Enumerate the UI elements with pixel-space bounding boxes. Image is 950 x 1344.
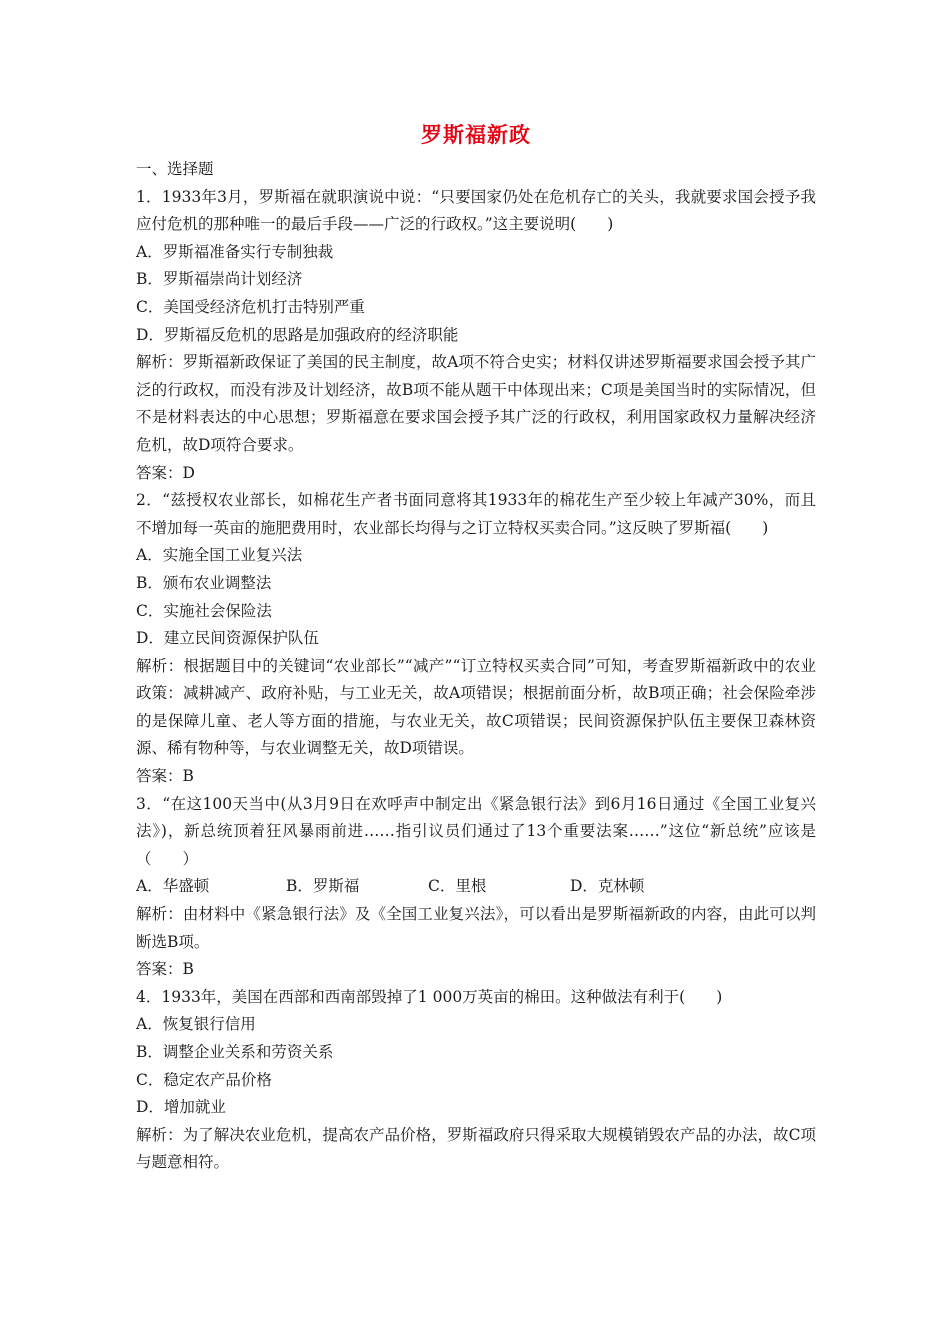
question-4-option-a: A．恢复银行信用 [136,1015,256,1034]
question-2-option-b: B．颁布农业调整法 [136,573,272,592]
question-4-stem: 4．1933年，美国在西部和西南部毁掉了1 000万英亩的棉田。这种做法有利于( ) [136,987,723,1006]
question-3-option-d: D．克林顿 [570,877,645,896]
question-3-options [136,873,816,901]
question-2-stem: 2．“兹授权农业部长，如棉花生产者书面同意将其1933年的棉花生产至少较上年减产30%，而且不增加每一英亩的施肥费用时，农业部长均得与之订立特权买卖合同。”这反映了罗斯福( ) [136,491,816,537]
question-1-stem: 1．1933年3月，罗斯福在就职演说中说：“只要国家仍处在危机存亡的关头，我就要求国会授予我应付危机的那种唯一的最后手段——广泛的行政权。”这主要说明( ) [136,187,816,234]
question-2-option-a: A．实施全国工业复兴法 [136,546,303,565]
question-2-answer: 答案：B [136,767,194,786]
question-1-option-c: C．美国受经济危机打击特别严重 [136,297,365,316]
question-4-analysis: 解析：为了解决农业危机，提高农产品价格，罗斯福政府只得采取大规模销毁农产品的办法，故C项与题意相符。 [136,1125,816,1172]
question-3-analysis: 解析：由材料中《紧急银行法》及《全国工业复兴法》，可以看出是罗斯福新政的内容，由此可以判断选B项。 [136,905,816,951]
question-2-option-d: D．建立民间资源保护队伍 [136,629,319,648]
section-heading: 一、选择题 [136,160,214,178]
question-1-answer: 答案：D [136,463,195,482]
question-1-analysis: 解析：罗斯福新政保证了美国的民主制度，故A项不符合史实；材料仅讲述罗斯福要求国会授予其广泛的行政权，而没有涉及计划经济，故B项不能从题干中体现出来；C项是美国当时的实际情况，但不是材料表达的中心思想；罗斯福意在要求国会授予其广泛的行政权，利用国家政权力量解决经济危机，故D项符合要求。 [136,353,816,454]
question-3-option-c: C．里根 [428,877,487,896]
document-page [136,118,816,1177]
question-4-option-b: B．调整企业关系和劳资关系 [136,1043,334,1061]
question-1-option-d: D．罗斯福反危机的思路是加强政府的经济职能 [136,325,459,344]
page-title: 罗斯福新政 [421,122,531,147]
question-3-answer: 答案：B [136,960,194,979]
question-1-option-b: B．罗斯福崇尚计划经济 [136,270,303,289]
question-1-option-a: A．罗斯福准备实行专制独裁 [136,242,334,261]
question-3-option-a: A．华盛顿 [136,877,210,896]
question-3-stem: 3．“在这100天当中(从3月9日在欢呼声中制定出《紧急银行法》到6月16日通过《全国工业复兴法》)，新总统顶着狂风暴雨前进……指引议员们通过了13个重要法案……”这位“新总统”应该是（ ） [136,794,816,868]
question-3-option-b: B．罗斯福 [286,877,360,896]
question-2-analysis: 解析：根据题目中的关键词“农业部长”“减产”“订立特权买卖合同”可知，考查罗斯福新政中的农业政策：减耕减产、政府补贴，与工业无关，故A项错误；根据前面分析，故B项正确；社会保险牵涉的是保障儿童、老人等方面的措施，与农业无关，故C项错误；民间资源保护队伍主要保卫森林资源、稀有物种等，与农业调整无关，故D项错误。 [136,656,816,758]
question-2-option-c: C．实施社会保险法 [136,601,272,620]
question-4-option-d: D．增加就业 [136,1098,226,1117]
question-4-option-c: C．稳定农产品价格 [136,1070,272,1089]
